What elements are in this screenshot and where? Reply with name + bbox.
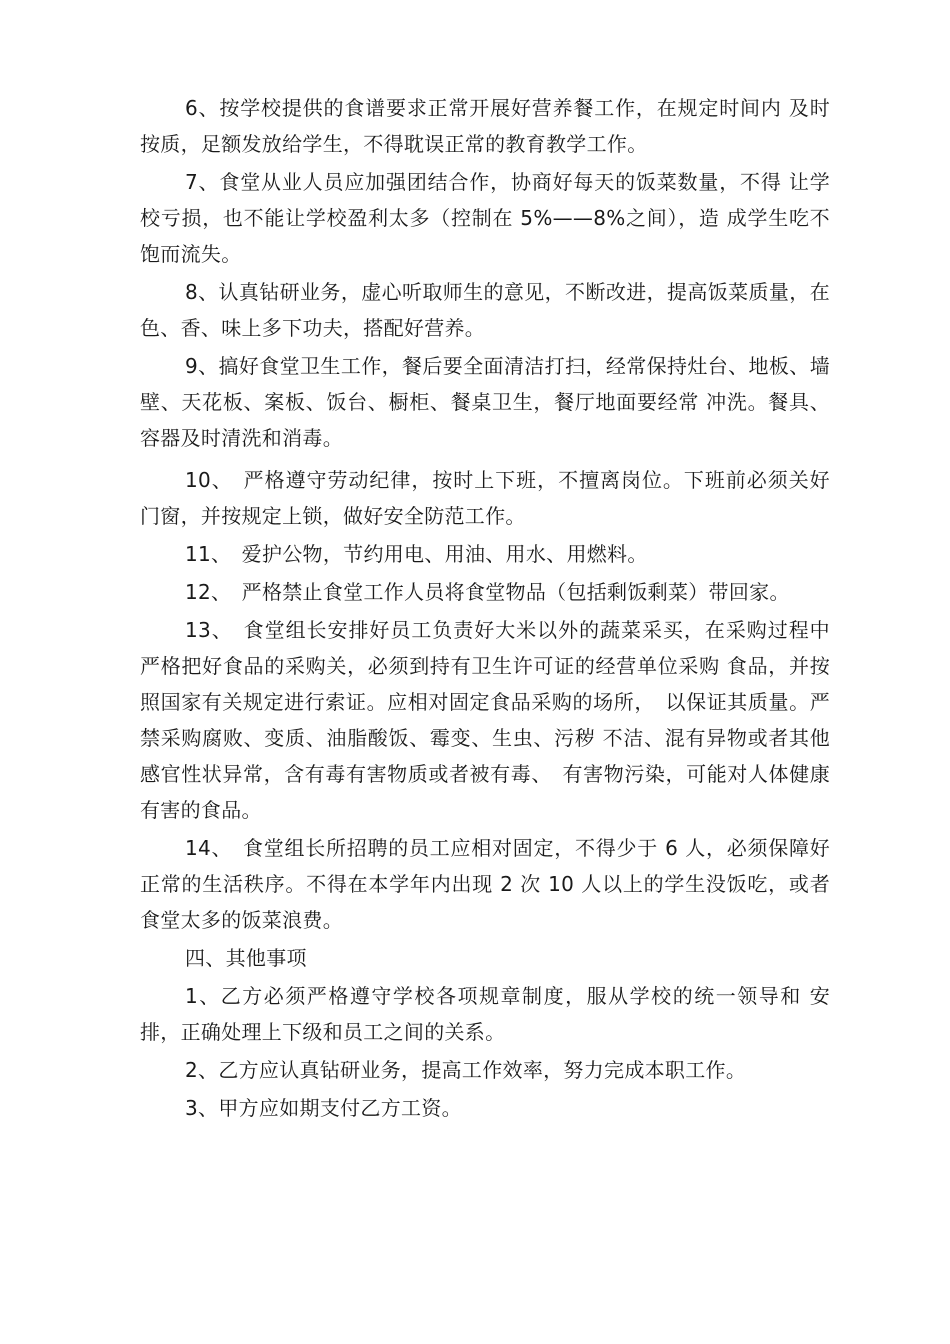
section-heading-other-matters: 四、其他事项: [185, 946, 307, 970]
document-body: [140, 90, 830, 1126]
other-clause-2: 2、乙方应认真钻研业务，提高工作效率，努力完成本职工作。: [185, 1058, 747, 1082]
other-clause-1: 1、乙方必须严格遵守学校各项规章制度，服从学校的统一领导和 安排，正确处理上下级和员工之间的关系。: [140, 984, 830, 1044]
clause-13: 13、 食堂组长安排好员工负责好大米以外的蔬菜采买，在采购过程中严格把好食品的采购关，必须到持有卫生许可证的经营单位采购 食品，并按照国家有关规定进行索证。应相对固定食品采购的场所， 以保证其质量。严禁采购腐败、变质、油脂酸饭、霉变、生虫、污秽 不洁、混有异物或者其他感官性状异常，含有毒有害物质或者被有毒、 有害物污染，可能对人体健康有害的食品。: [140, 618, 830, 822]
other-clause-3: 3、甲方应如期支付乙方工资。: [185, 1096, 462, 1120]
clause-12: 12、 严格禁止食堂工作人员将食堂物品（包括剩饭剩菜）带回家。: [185, 580, 790, 604]
clause-6: 6、按学校提供的食谱要求正常开展好营养餐工作，在规定时间内 及时按质，足额发放给学生，不得耽误正常的教育教学工作。: [140, 96, 830, 156]
clause-11: 11、 爱护公物，节约用电、用油、用水、用燃料。: [185, 542, 648, 566]
clause-8: 8、认真钻研业务，虚心听取师生的意见，不断改进，提高饭菜质量，在色、香、味上多下功夫，搭配好营养。: [140, 280, 830, 340]
clause-9: 9、搞好食堂卫生工作，餐后要全面清洁打扫，经常保持灶台、地板、墙壁、天花板、案板、饭台、橱柜、餐桌卫生，餐厅地面要经常 冲洗。餐具、容器及时清洗和消毒。: [140, 354, 830, 450]
clause-7: 7、食堂从业人员应加强团结合作，协商好每天的饭菜数量，不得 让学校亏损，也不能让学校盈利太多（控制在 5%——8%之间），造 成学生吃不饱而流失。: [140, 170, 830, 266]
clause-10: 10、 严格遵守劳动纪律，按时上下班，不擅离岗位。下班前必须关好门窗，并按规定上锁，做好安全防范工作。: [140, 468, 830, 528]
clause-14: 14、 食堂组长所招聘的员工应相对固定，不得少于 6 人，必须保障好正常的生活秩序。不得在本学年内出现 2 次 10 人以上的学生没饭吃，或者食堂太多的饭菜浪费。: [140, 836, 830, 932]
